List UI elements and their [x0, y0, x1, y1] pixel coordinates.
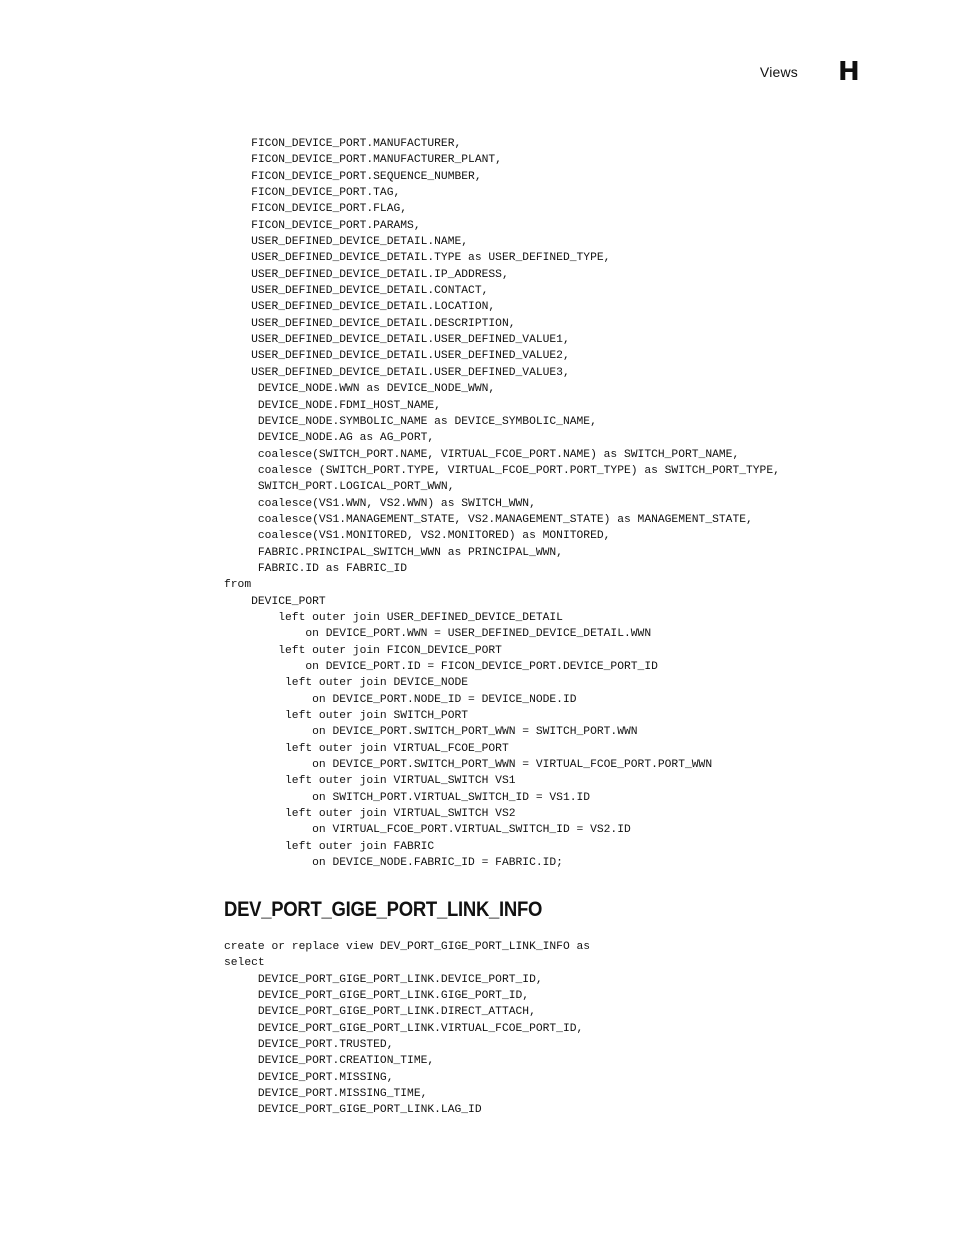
section-heading: DEV_PORT_GIGE_PORT_LINK_INFO [224, 898, 543, 921]
running-header [760, 58, 858, 86]
sql-code-listing-view-definition: create or replace view DEV_PORT_GIGE_PORT_LINK_INFO as select DEVICE_PORT_GIGE_PORT_LINK.DEVICE_PORT_ID, DEVICE_PORT_GIGE_PORT_LINK.GIGE_PORT_ID, DEVICE_PORT_GIGE_PORT_LINK.DIRECT_ATTACH, DEVICE_PORT_GIGE_PORT_LINK.VIRTUAL_FCOE_PORT_ID, DEVICE_PORT.TRUSTED, DEVICE_PORT.CREATION_TIME, DEVICE_PORT.MISSING, DEVICE_PORT.MISSING_TIME, DEVICE_PORT_GIGE_PORT_LINK.LAG_ID [224, 941, 591, 1117]
sql-code-listing-continued: FICON_DEVICE_PORT.MANUFACTURER, FICON_DEVICE_PORT.MANUFACTURER_PLANT, FICON_DEVICE_PORT.SEQUENCE_NUMBER, FICON_DEVICE_PORT.TAG, FICON_DEVICE_PORT.FLAG, FICON_DEVICE_PORT.PARAMS, USER_DEFINED_DEVICE_DETAIL.NAME, USER_DEFINED_DEVICE_DETAIL.TYPE as USER_DEFINED_TYPE, USER_DEFINED_DEVICE_DETAIL.IP_ADDRESS, USER_DEFINED_DEVICE_DETAIL.CONTACT, USER_DEFINED_DEVICE_DETAIL.LOCATION, USER_DEFINED_DEVICE_DETAIL.DESCRIPTION, USER_DEFINED_DEVICE_DETAIL.USER_DEFINED_VALUE1, USER_DEFINED_DEVICE_DETAIL.USER_DEFINED_VALUE2, USER_DEFINED_DEVICE_DETAIL.USER_DEFINED_VALUE3, DEVICE_NODE.WWN as DEVICE_NODE_WWN, DEVICE_NODE.FDMI_HOST_NAME, DEVICE_NODE.SYMBOLIC_NAME as DEVICE_SYMBOLIC_NAME, DEVICE_NODE.AG as AG_PORT, coalesce(SWITCH_PORT.NAME, VIRTUAL_FCOE_PORT.NAME) as SWITCH_PORT_NAME, coalesce (SWITCH_PORT.TYPE, VIRTUAL_FCOE_PORT.PORT_TYPE) as SWITCH_PORT_TYPE, SWITCH_PORT.LOGICAL_PORT_WWN, coalesce(VS1.WWN, VS2.WWN) as SWITCH_WWN, coalesce(VS1.MANAGEMENT_STATE, VS2.MANAGEMENT_STATE) as MANAGEMENT_STATE, coalesce(VS1.MONITORED, VS2.MONITORED) as MONITORED, FABRIC.PRINCIPAL_SWITCH_WWN as PRINCIPAL_WWN, FABRIC.ID as FABRIC_ID from DEVICE_PORT left outer join USER_DEFINED_DEVICE_DETAIL on DEVICE_PORT.WWN = USER_DEFINED_DEVICE_DETAIL.WWN left outer join FICON_DEVICE_PORT on DEVICE_PORT.ID = FICON_DEVICE_PORT.DEVICE_PORT_ID left outer join DEVICE_NODE on DEVICE_PORT.NODE_ID = DEVICE_NODE.ID left outer join SWITCH_PORT on DEVICE_PORT.SWITCH_PORT_WWN = SWITCH_PORT.WWN left outer join VIRTUAL_FCOE_PORT on DEVICE_PORT.SWITCH_PORT_WWN = VIRTUAL_FCOE_PORT.PORT_WWN left outer join VIRTUAL_SWITCH VS1 on SWITCH_PORT.VIRTUAL_SWITCH_ID = VS1.ID left outer join VIRTUAL_SWITCH VS2 on VIRTUAL_FCOE_PORT.VIRTUAL_SWITCH_ID = VS2.ID left outer join FABRIC on DEVICE_NODE.FABRIC_ID = FABRIC.ID; [224, 138, 780, 870]
appendix-letter: H [838, 57, 860, 87]
header-section-title: Views [759, 64, 798, 80]
